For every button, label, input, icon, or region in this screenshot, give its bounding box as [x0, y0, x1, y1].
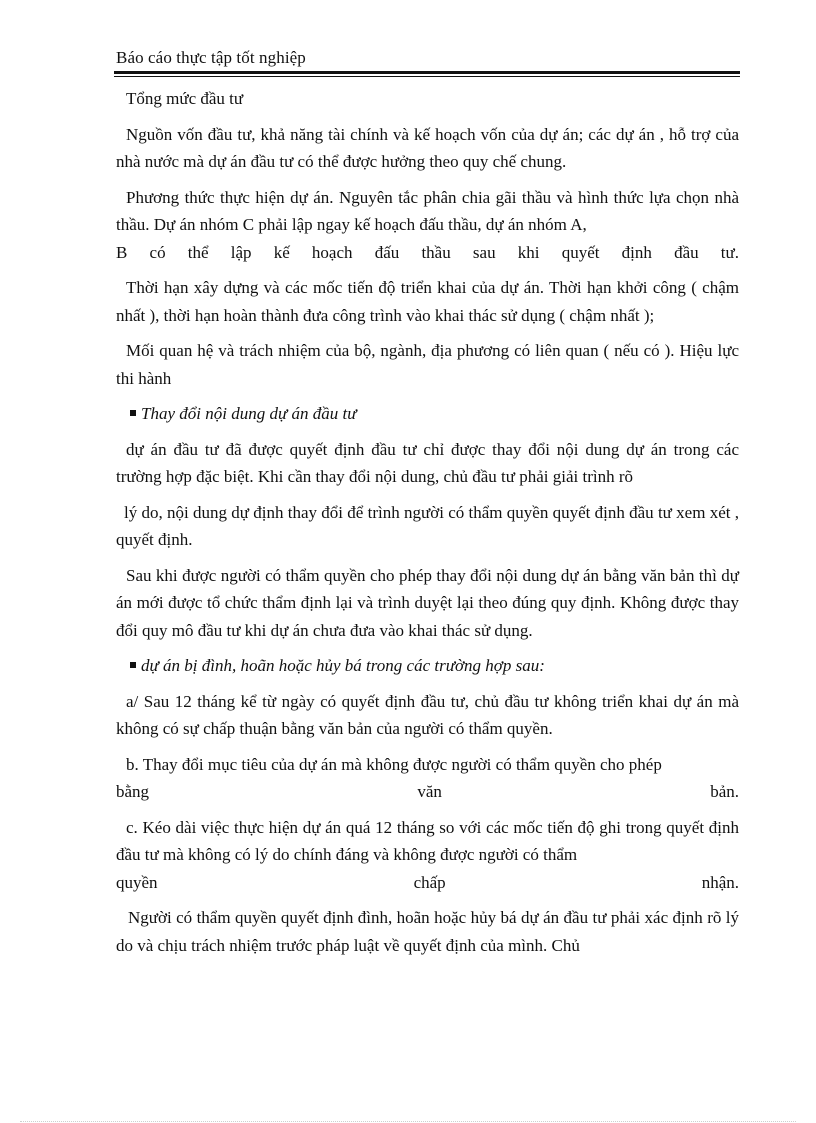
bullet-text: dự án bị đình, hoãn hoặc hủy bá trong các trường hợp sau:	[141, 656, 545, 675]
paragraph-line: Phương thức thực hiện dự án. Nguyên tắc phân chia gãi thầu và hình thức lựa chọn nhà thầu. Dự án nhóm C phải lập ngay kế hoạch đấu thầu, dự án nhóm A,	[116, 187, 739, 234]
paragraph-change-conditions: dự án đầu tư đã được quyết định đầu tư chỉ được thay đổi nội dung dự án trong các trường hợp đặc biệt. Khi cần thay đổi nội dung, chủ đầu tư phải giải trình rõ	[116, 439, 739, 486]
paragraph-implementation-method	[116, 184, 739, 267]
paragraph-construction-timeline: Thời hạn xây dựng và các mốc tiến độ triển khai của dự án. Thời hạn khởi công ( chậm nhất ), thời hạn hoàn thành đưa công trình vào khai thác sử dụng ( chậm nhất );	[116, 278, 739, 325]
paragraph-case-a: a/ Sau 12 tháng kể từ ngày có quyết định đầu tư, chủ đầu tư không triển khai dự án mà không có sự chấp thuận bằng văn bản của người có thẩm quyền.	[116, 691, 739, 738]
page-bottom-border	[20, 1121, 796, 1122]
paragraph-total-investment: Tổng mức đầu tư	[126, 89, 244, 108]
paragraph-reappraisal: Sau khi được người có thẩm quyền cho phép thay đổi nội dung dự án bằng văn bản thì dự án mới được tổ chức thẩm định lại và trình duyệt lại theo đúng quy định. Không được thay đổi quy mô đầu tư khi dự án chưa đưa vào khai thác sử dụng.	[116, 565, 739, 640]
paragraph-case-c	[116, 814, 739, 897]
bullet-change-content	[116, 400, 739, 428]
paragraph-line: B có thể lập kế hoạch đấu thầu sau khi quyết định đầu tư.	[116, 242, 739, 262]
paragraph-authority-decision: Người có thẩm quyền quyết định đình, hoãn hoặc hủy bá dự án đầu tư phải xác định rõ lý do và chịu trách nhiệm trước pháp luật về quyết định của mình. Chủ	[116, 908, 739, 955]
paragraph-case-b	[116, 751, 739, 806]
header-rule-thick	[114, 71, 740, 74]
paragraph-responsibilities: Mối quan hệ và trách nhiệm của bộ, ngành, địa phương có liên quan ( nếu có ). Hiệu lực thi hành	[116, 341, 739, 388]
paragraph-change-reason: lý do, nội dung dự định thay đổi để trình người có thẩm quyền quyết định đầu tư xem xét , quyết định.	[116, 502, 739, 549]
document-body	[116, 85, 739, 967]
bullet-suspension	[116, 652, 739, 680]
header-rule-thin	[114, 76, 740, 77]
paragraph-funding-sources: Nguồn vốn đầu tư, khả năng tài chính và kế hoạch vốn của dự án; các dự án , hỗ trợ của nhà nước mà dự án đầu tư có thể được hưởng theo quy chế chung.	[116, 124, 739, 171]
page-header: Báo cáo thực tập tốt nghiệp	[116, 48, 306, 67]
paragraph-line: b. Thay đổi mục tiêu của dự án mà không được người có thẩm quyền cho phép	[126, 754, 662, 774]
bullet-text: Thay đổi nội dung dự án đầu tư	[141, 404, 357, 423]
paragraph-line: bằng văn bản.	[116, 782, 739, 801]
square-bullet-icon	[130, 410, 136, 416]
square-bullet-icon	[130, 662, 136, 668]
paragraph-line: c. Kéo dài việc thực hiện dự án quá 12 tháng so với các mốc tiến độ ghi trong quyết định đầu tư mà không có lý do chính đáng và không được người có thẩm	[116, 817, 739, 864]
paragraph-line: quyền chấp nhận.	[116, 872, 739, 892]
